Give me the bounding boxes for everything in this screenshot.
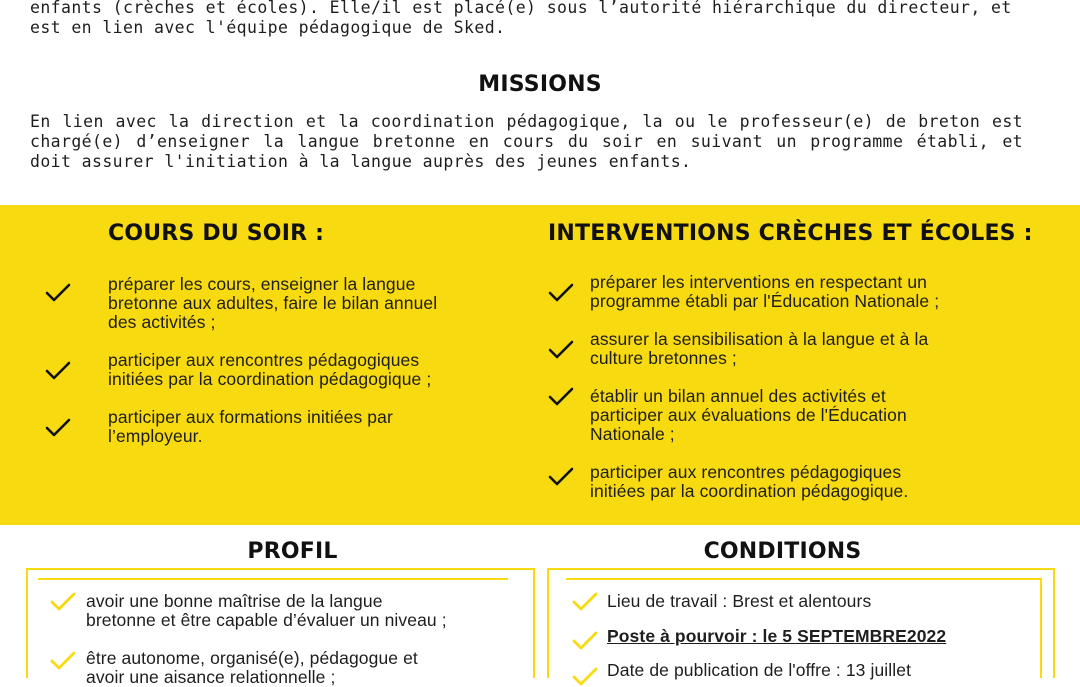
item-line: préparer les cours, enseigner la langue <box>108 274 416 294</box>
check-icon <box>45 418 71 438</box>
item-line: initiées par la coordination pédagogique ; <box>108 369 432 389</box>
item-line: assurer la sensibilisation à la langue et à la <box>590 329 929 349</box>
check-icon <box>45 361 71 381</box>
item-line: participer aux formations initiées par <box>108 407 393 427</box>
item-line: bretonne et être capable d’évaluer un niveau ; <box>86 610 447 630</box>
check-icon <box>548 340 574 360</box>
intro-line-1: enfants (crèches et écoles). Elle/il est placé(e) sous l’autorité hiérarchique du directeur, et <box>30 0 1012 17</box>
check-icon <box>572 667 598 687</box>
profil-title: PROFIL <box>247 539 338 564</box>
item-line: participer aux rencontres pédagogiques <box>590 462 902 482</box>
item-line: Nationale ; <box>590 424 675 444</box>
missions-paragraph: En lien avec la direction et la coordination pédagogique, la ou le professeur(e) de breton est chargé(e) d’enseigner la langue bretonne en cours du soir en suivant un programme établi, et doit assurer l'initiation à la langue auprès des jeunes enfants. <box>30 112 1023 171</box>
missions-title: MISSIONS <box>478 72 602 97</box>
item-line: participer aux évaluations de l'Éducation <box>590 405 907 425</box>
item-line: avoir une aisance relationnelle ; <box>86 667 336 687</box>
condition-date: Date de publication de l'offre : 13 juillet <box>607 660 912 680</box>
check-icon <box>45 283 71 303</box>
condition-lieu: Lieu de travail : Brest et alentours <box>607 591 872 611</box>
check-icon <box>548 283 574 303</box>
item-line: programme établi par l'Éducation Nationale ; <box>590 291 940 311</box>
item-line: des activités ; <box>108 312 216 332</box>
item-line: participer aux rencontres pédagogiques <box>108 350 420 370</box>
check-icon <box>50 651 76 671</box>
cours-du-soir-title: COURS DU SOIR : <box>108 221 325 246</box>
item-line: établir un bilan annuel des activités et <box>590 386 886 406</box>
intro-line-2: est en lien avec l'équipe pédagogique de Sked. <box>30 18 506 37</box>
item-line: être autonome, organisé(e), pédagogue et <box>86 648 418 668</box>
activities-band <box>0 205 1080 525</box>
check-icon <box>572 631 598 651</box>
interventions-title: INTERVENTIONS CRÈCHES ET ÉCOLES : <box>548 221 1033 246</box>
item-line: bretonne aux adultes, faire le bilan annuel <box>108 293 438 313</box>
intro-paragraph <box>30 0 1023 38</box>
check-icon <box>548 387 574 407</box>
item-line: avoir une bonne maîtrise de la langue <box>86 591 383 611</box>
item-line: initiées par la coordination pédagogique. <box>590 481 909 501</box>
check-icon <box>50 592 76 612</box>
item-line: l’employeur. <box>108 426 203 446</box>
condition-poste: Poste à pourvoir : le 5 SEPTEMBRE2022 <box>607 626 947 646</box>
conditions-title: CONDITIONS <box>703 539 862 564</box>
item-line: préparer les interventions en respectant un <box>590 272 927 292</box>
check-icon <box>548 467 574 487</box>
item-line: culture bretonnes ; <box>590 348 737 368</box>
check-icon <box>572 592 598 612</box>
